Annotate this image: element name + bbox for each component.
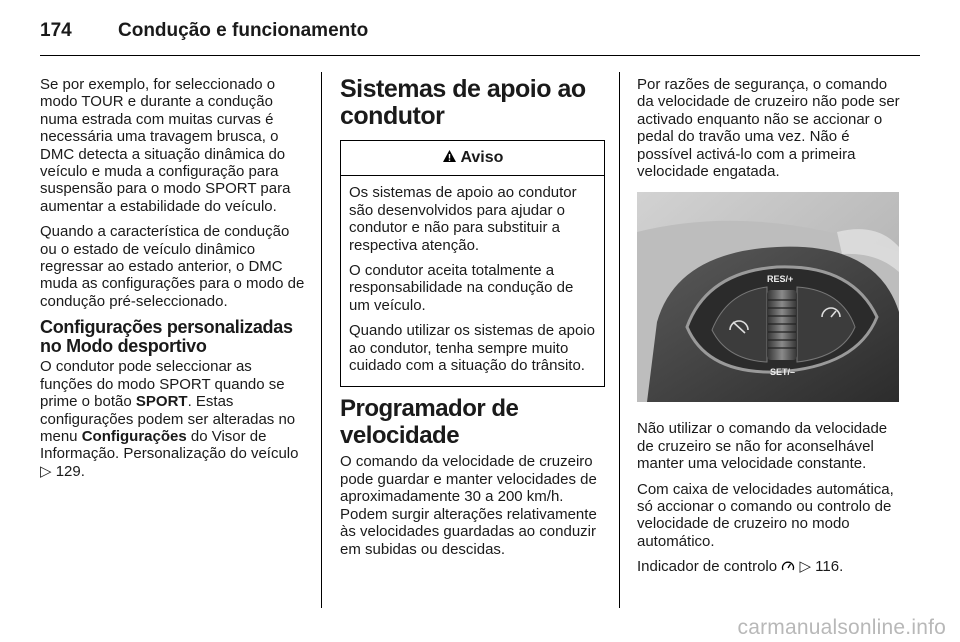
cruise-control-indicator-icon [781, 558, 795, 575]
warning-body [341, 176, 604, 386]
sport-button-label: SPORT [135, 393, 188, 411]
warning-title: Aviso [460, 149, 504, 166]
paragraph: Quando a característica de condução ou o estado de veículo dinâmico regressar ao estado anterior, o DMC muda as configurações para o modo de condução pré-seleccionado. [40, 223, 305, 310]
paragraph: Os sistemas de apoio ao condutor são desenvolvidos para ajudar o condutor e não para substituir a respectiva atenção. [349, 184, 577, 254]
paragraph: Por razões de segurança, o comando da velocidade de cruzeiro não pode ser activado enquanto não se accionar o pedal do travão uma vez. Não é possível activá-lo com a primeira velocidade engatada. [637, 76, 900, 181]
paragraph: Se por exemplo, for seleccionado o modo TOUR e durante a condução numa estrada com muitas curvas é necessária uma travagem brusca, o DMC detecta a situação dinâmica do veículo e muda a configuração para suspensão para o modo SPORT para aumentar a estabilidade do veículo. [40, 76, 291, 215]
section-heading: Sistemas de apoio ao condutor [340, 75, 586, 130]
page-ref-arrow-icon: ▷ [799, 558, 811, 576]
section-heading: Configurações personalizadas no Modo desportivo [40, 317, 293, 357]
paragraph: Quando utilizar os sistemas de apoio ao condutor, tenha sempre muito cuidado com a situação do trânsito. [349, 322, 595, 375]
paragraph: O condutor aceita totalmente a responsabilidade na condução de um veículo. [349, 262, 574, 314]
settings-menu-label: Configurações [81, 427, 187, 445]
warning-header [341, 141, 604, 176]
warning-box [340, 140, 605, 387]
column-3 [637, 76, 905, 584]
header-rule [40, 55, 920, 56]
watermark: carmanualsonline.info [737, 616, 946, 639]
page-number: 174 [40, 20, 72, 41]
paragraph: Não utilizar o comando da velocidade de cruzeiro se não for aconselhável manter uma velocidade constante. [637, 420, 888, 473]
column-divider-2 [619, 72, 620, 608]
set-label: SET/– [770, 367, 796, 378]
page-header [40, 20, 368, 42]
steering-wheel-controls-photo [637, 192, 899, 402]
res-label: RES/+ [767, 274, 794, 285]
page-ref-arrow-icon: ▷ [40, 462, 52, 480]
column-divider-1 [321, 72, 322, 608]
paragraph: O condutor pode seleccionar as funções do modo SPORT quando se prime o botão SPORT. Estas configurações podem ser alteradas no menu Configurações do Visor de Informação. Personalização do veículo ▷ 129. [40, 358, 299, 480]
page-reference-link[interactable]: 116. [815, 558, 844, 576]
paragraph: O comando da velocidade de cruzeiro pode guardar e manter velocidades de aproximadamente 30 a 200 km/h. Podem surgir alterações relativamente às velocidades guardadas ao conduzir em subidas ou descidas. [340, 453, 597, 558]
paragraph: Com caixa de velocidades automática, só accionar o comando ou controlo de velocidade de cruzeiro no modo automático. [637, 480, 894, 550]
subsection-heading: Programador de velocidade [340, 395, 519, 450]
column-2 [340, 76, 605, 566]
column-1 [40, 76, 306, 488]
warning-triangle-icon [442, 149, 461, 166]
chapter-title: Condução e funcionamento [118, 20, 369, 41]
paragraph: Indicador de controlo ▷ 116. [637, 558, 844, 576]
page-reference-link[interactable]: 129. [55, 462, 85, 480]
